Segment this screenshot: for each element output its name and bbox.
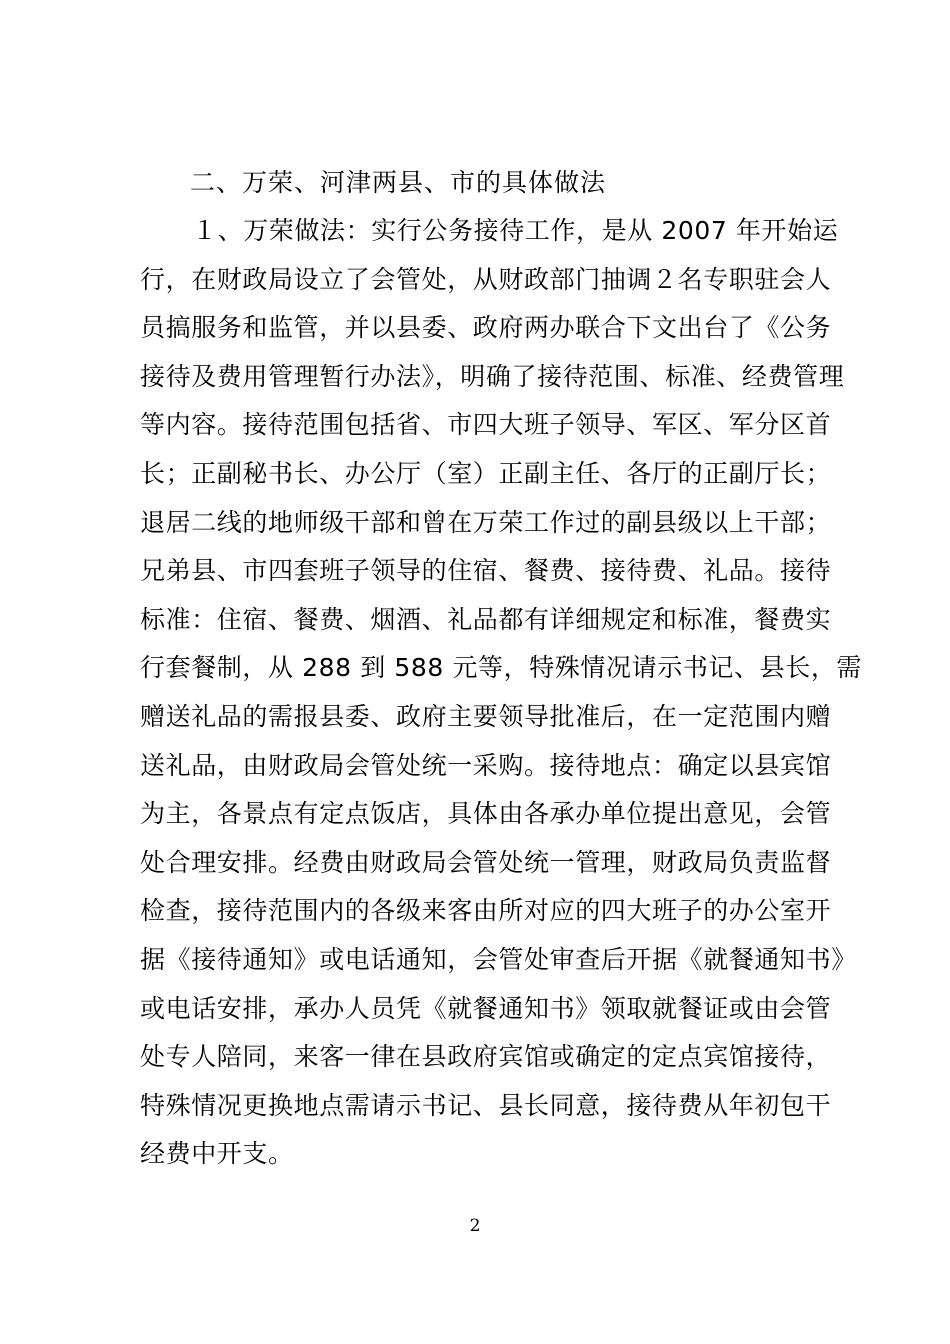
paragraph-line: 退居二线的地师级干部和曾在万荣工作过的副县级以上干部； bbox=[140, 507, 832, 537]
page-number: 2 bbox=[469, 1216, 481, 1236]
paragraph-line: 标准：住宿、餐费、烟酒、礼品都有详细规定和标准，餐费实 bbox=[140, 604, 832, 634]
paragraph-line: 兄弟县、市四套班子领导的住宿、餐费、接待费、礼品。接待 bbox=[140, 556, 832, 586]
body-paragraph bbox=[140, 207, 863, 1179]
paragraph-line: 检查，接待范围内的各级来客由所对应的四大班子的办公室开 bbox=[140, 896, 832, 926]
paragraph-line: 赠送礼品的需报县委、政府主要领导批准后，在一定范围内赠 bbox=[140, 701, 832, 731]
paragraph-line: 等内容。接待范围包括省、市四大班子领导、军区、军分区首 bbox=[140, 410, 832, 440]
paragraph-line: 行套餐制，从 288 到 588 元等，特殊情况请示书记、县长，需 bbox=[140, 653, 863, 683]
paragraph-line: 据《接待通知》或电话通知，会管处审查后开据《就餐通知书》 bbox=[140, 944, 857, 974]
paragraph-line: 行，在财政局设立了会管处，从财政部门抽调２名专职驻会人 bbox=[140, 264, 832, 294]
paragraph-line: 长；正副秘书长、办公厅（室）正副主任、各厅的正副厅长； bbox=[140, 458, 832, 488]
paragraph-line: 处合理安排。经费由财政局会管处统一管理，财政局负责监督 bbox=[140, 847, 832, 877]
paragraph-line: 送礼品，由财政局会管处统一采购。接待地点：确定以县宾馆 bbox=[140, 750, 832, 780]
section-heading: 二、万荣、河津两县、市的具体做法 bbox=[190, 168, 607, 197]
paragraph-line: 员搞服务和监管，并以县委、政府两办联合下文出台了《公务 bbox=[140, 313, 832, 343]
paragraph-line: 接待及费用管理暂行办法》，明确了接待范围、标准、经费管理 bbox=[140, 361, 845, 391]
paragraph-line: １、万荣做法：实行公务接待工作，是从 2007 年开始运 bbox=[192, 216, 839, 245]
paragraph-line: 特殊情况更换地点需请示书记、县长同意，接待费从年初包干 bbox=[140, 1090, 832, 1120]
paragraph-line: 经费中开支。 bbox=[140, 1139, 294, 1169]
paragraph-line: 为主，各景点有定点饭店，具体由各承办单位提出意见，会管 bbox=[140, 799, 832, 829]
paragraph-line: 或电话安排，承办人员凭《就餐通知书》领取就餐证或由会管 bbox=[140, 993, 832, 1023]
paragraph-line: 处专人陪同，来客一律在县政府宾馆或确定的定点宾馆接待， bbox=[140, 1042, 832, 1072]
